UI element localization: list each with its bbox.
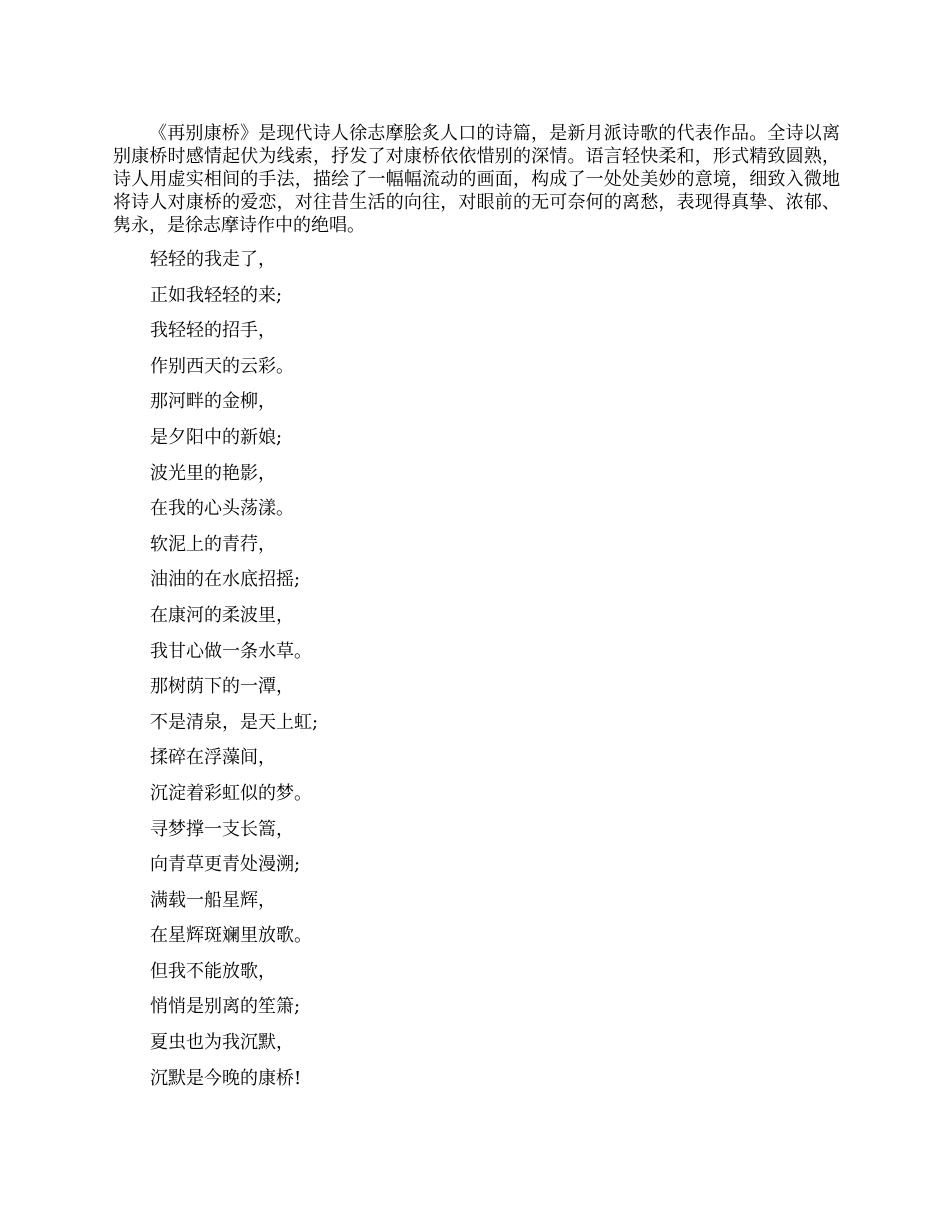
poem-line: 正如我轻轻的来; — [150, 284, 283, 306]
poem-line: 软泥上的青荇， — [150, 533, 276, 555]
poem-line: 沉默是今晚的康桥! — [150, 1067, 302, 1089]
poem-line: 在星辉斑斓里放歌。 — [150, 925, 312, 947]
poem-line: 油油的在水底招摇; — [150, 569, 301, 591]
poem-line: 作别西天的云彩。 — [150, 355, 294, 377]
poem-line: 我甘心做一条水草。 — [150, 640, 312, 662]
poem-line: 寻梦撑一支长篙， — [150, 818, 294, 840]
poem-line: 那河畔的金柳， — [150, 391, 276, 413]
poem-line: 悄悄是别离的笙箫; — [150, 996, 301, 1018]
poem-line: 是夕阳中的新娘; — [150, 426, 283, 448]
poem — [150, 247, 318, 1101]
intro-paragraph: 《再别康桥》是现代诗人徐志摩脍炙人口的诗篇，是新月派诗歌的代表作品。全诗以离别康桥时感情起伏为线索，抒发了对康桥依依惜别的深情。语言轻快柔和，形式精致圆熟，诗人用虚实相间的手法，描绘了一幅幅流动的画面，构成了一处处美妙的意境，细致入微地将诗人对康桥的爱恋，对往昔生活的向往，对眼前的无可奈何的离愁，表现得真挚、浓郁、隽永，是徐志摩诗作中的绝唱。 — [113, 123, 840, 236]
poem-line: 在康河的柔波里， — [150, 604, 294, 626]
poem-line: 但我不能放歌， — [150, 960, 276, 982]
poem-line: 我轻轻的招手， — [150, 320, 276, 342]
poem-line: 不是清泉，是天上虹; — [150, 711, 319, 733]
poem-line: 在我的心头荡漾。 — [150, 498, 294, 520]
poem-line: 波光里的艳影， — [150, 462, 276, 484]
poem-line: 轻轻的我走了， — [150, 249, 276, 270]
poem-line: 满载一船星辉， — [150, 889, 276, 911]
poem-line: 夏虫也为我沉默， — [150, 1032, 294, 1054]
poem-line: 揉碎在浮藻间， — [150, 747, 276, 769]
poem-line: 沉淀着彩虹似的梦。 — [150, 782, 312, 804]
poem-line: 那树荫下的一潭， — [150, 676, 294, 698]
poem-line: 向青草更青处漫溯; — [150, 854, 301, 876]
